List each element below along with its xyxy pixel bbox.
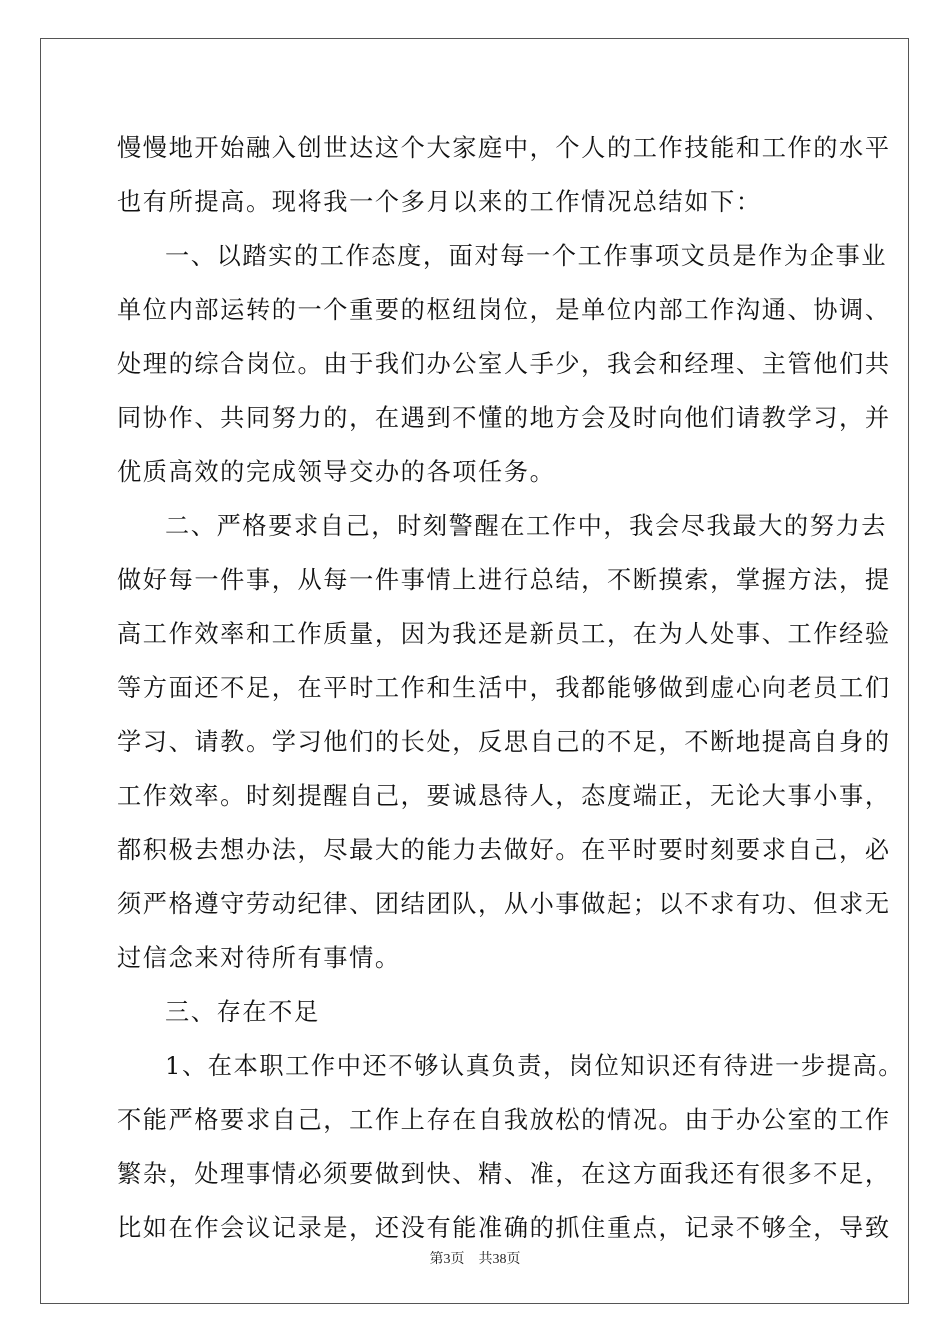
text-line: 单位内部运转的一个重要的枢纽岗位，是单位内部工作沟通、协调、 (117, 296, 891, 324)
text-line: 过信念来对待所有事情。 (117, 944, 401, 972)
text-line: 等方面还不足，在平时工作和生活中，我都能够做到虚心向老员工们 (117, 674, 891, 702)
text-line: 高工作效率和工作质量，因为我还是新员工，在为人处事、工作经验 (117, 620, 891, 648)
page-footer (0, 1248, 950, 1268)
text-line: 做好每一件事，从每一件事情上进行总结，不断摸索，掌握方法，提 (117, 566, 891, 594)
paragraph-start-line: 一、以踏实的工作态度，面对每一个工作事项文员是作为企事业 (165, 242, 888, 270)
text-line: 工作效率。时刻提醒自己，要诚恳待人，态度端正，无论大事小事， (117, 782, 891, 810)
text-line: 都积极去想办法，尽最大的能力去做好。在平时要时刻要求自己，必 (117, 836, 891, 864)
text-line: 也有所提高。现将我一个多月以来的工作情况总结如下： (117, 188, 762, 216)
page-total: 共38页 (478, 1252, 521, 1267)
text-line: 优质高效的完成领导交办的各项任务。 (117, 458, 556, 486)
text-line: 不能严格要求自己，工作上存在自我放松的情况。由于办公室的工作 (117, 1106, 891, 1134)
text-line: 学习、请教。学习他们的长处，反思自己的不足，不断地提高自身的 (117, 728, 891, 756)
paragraph-start-line: 二、严格要求自己，时刻警醒在工作中，我会尽我最大的努力去 (165, 512, 888, 540)
text-line: 同协作、共同努力的，在遇到不懂的地方会及时向他们请教学习，并 (117, 404, 891, 432)
section-heading: 三、存在不足 (165, 998, 320, 1026)
paragraph-start-line: 1、在本职工作中还不够认真负责，岗位知识还有待进一步提高。 (165, 1052, 905, 1080)
page-number: 第3页 (429, 1252, 465, 1267)
text-line: 繁杂，处理事情必须要做到快、精、准，在这方面我还有很多不足， (117, 1160, 891, 1188)
text-line: 处理的综合岗位。由于我们办公室人手少，我会和经理、主管他们共 (117, 350, 891, 378)
text-line: 比如在作会议记录是，还没有能准确的抓住重点，记录不够全，导致 (117, 1214, 891, 1242)
text-line: 须严格遵守劳动纪律、团结团队，从小事做起；以不求有功、但求无 (117, 890, 891, 918)
text-line: 慢慢地开始融入创世达这个大家庭中，个人的工作技能和工作的水平 (117, 134, 891, 162)
